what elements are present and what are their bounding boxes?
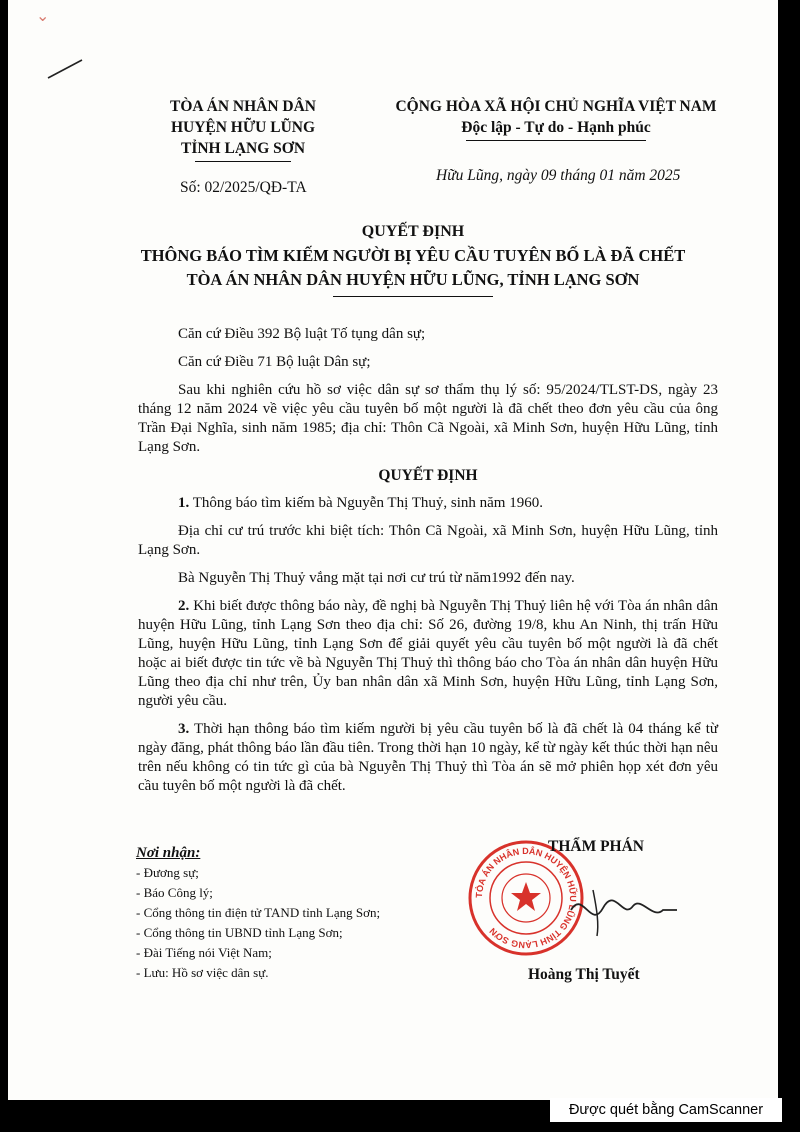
item-3-number: 3. <box>178 721 190 737</box>
recipients-block <box>136 843 380 983</box>
national-motto: Độc lập - Tự do - Hạnh phúc <box>461 119 651 136</box>
recipient-item: - Cổng thông tin điện tử TAND tỉnh Lạng Sơn; <box>136 905 381 920</box>
recipient-item: - Đài Tiếng nói Việt Nam; <box>136 945 272 960</box>
document-title <box>48 220 778 297</box>
pen-stroke-mark <box>46 58 84 80</box>
title-line-1: QUYẾT ĐỊNH <box>361 223 465 240</box>
item-1-number: 1. <box>178 495 190 511</box>
court-line-1: TÒA ÁN NHÂN DÂN <box>170 98 316 115</box>
item-1-absence: Bà Nguyễn Thị Thuỷ vắng mặt tại nơi cư trú từ năm1992 đến nay. <box>178 570 575 586</box>
recipient-item: - Lưu: Hồ sơ việc dân sự. <box>136 965 269 980</box>
svg-text:TÒA ÁN NHÂN DÂN HUYỆN HỮU LŨNG: TÒA ÁN NHÂN DÂN HUYỆN HỮU LŨNG TỈNH LẠNG SƠN <box>473 845 579 951</box>
court-header <box>128 96 358 162</box>
title-line-3: TÒA ÁN NHÂN DÂN HUYỆN HỮU LŨNG, TỈNH LẠNG SƠN <box>186 270 640 289</box>
item-2-text: Khi biết được thông báo này, đề nghị bà Nguyễn Thị Thuỷ liên hệ với Tòa án nhân dân huyện Hữu Lũng, tỉnh Lạng Sơn theo địa chỉ: Số 26, đường 19/8, khu An Ninh, thị trấn Hữu Lũng, huyện Hữu Lũng, tỉnh Lạng Sơn để giải quyết yêu cầu tuyên bố một người là đã chết hoặc ai biết được tin tức về bà Nguyễn Thị Thuỷ thì thông báo cho Tòa án nhân dân huyện Hữu Lũng theo địa chỉ như trên, Ủy ban nhân dân xã Minh Sơn, huyện Hữu Lũng, tỉnh Lạng Sơn, người yêu cầu. <box>138 598 719 709</box>
recipient-item: - Báo Công lý; <box>136 885 213 900</box>
item-1-address: Địa chỉ cư trú trước khi biệt tích: Thôn Cã Ngoài, xã Minh Sơn, huyện Hữu Lũng, tỉnh Lạng Sơn. <box>138 523 718 558</box>
legal-basis-1: Căn cứ Điều 392 Bộ luật Tố tụng dân sự; <box>178 326 426 342</box>
recipient-item: - Cổng thông tin UBND tỉnh Lạng Sơn; <box>136 925 343 940</box>
national-title: CỘNG HÒA XÃ HỘI CHỦ NGHĨA VIỆT NAM <box>395 98 717 115</box>
preamble: Sau khi nghiên cứu hồ sơ việc dân sự sơ thẩm thụ lý số: 95/2024/TLST-DS, ngày 23 tháng 12 năm 2024 về việc yêu cầu tuyên bố một người là đã chết theo đơn yêu cầu của ông Trần Đại Nghĩa, sinh năm 1985; địa chỉ: Thôn Cã Ngoài, xã Minh Sơn, huyện Hữu Lũng, tỉnh Lạng Sơn. <box>138 382 718 455</box>
court-line-3: TỈNH LẠNG SƠN <box>180 140 306 157</box>
item-2-number: 2. <box>178 598 190 614</box>
judge-signature <box>563 880 683 940</box>
motto-underline <box>466 140 646 141</box>
document-page <box>8 0 778 1100</box>
item-3-text: Thời hạn thông báo tìm kiếm người bị yêu cầu tuyên bố là đã chết là 04 tháng kể từ ngày đăng, phát thông báo lần đầu tiên. Trong thời hạn 10 ngày, kể từ ngày kết thúc thời hạn nêu trên nếu không có tin tức gì của bà Nguyễn Thị Thuỷ thì Tòa án sẽ mở phiên họp xét đơn yêu cầu tuyên bố một người là đã chết. <box>138 721 719 794</box>
national-header <box>356 96 756 141</box>
legal-basis-2: Căn cứ Điều 71 Bộ luật Dân sự; <box>178 354 371 370</box>
recipients-title: Nơi nhận: <box>136 845 201 861</box>
item-1 <box>138 494 718 513</box>
recipient-item: - Đương sự; <box>136 865 199 880</box>
camscanner-watermark: Được quét bằng CamScanner <box>550 1098 782 1122</box>
document-body <box>138 325 718 805</box>
title-underline <box>333 296 493 297</box>
date-line: Hữu Lũng, ngày 09 tháng 01 năm 2025 <box>436 167 681 184</box>
judge-title: THẨM PHÁN <box>548 838 645 855</box>
corner-mark: ⌄ <box>36 8 50 25</box>
decision-heading: QUYẾT ĐỊNH <box>378 467 478 484</box>
document-number: Số: 02/2025/QĐ-TA <box>180 179 307 196</box>
item-3 <box>138 720 718 796</box>
item-1-text: Thông báo tìm kiếm bà Nguyễn Thị Thuỷ, sinh năm 1960. <box>192 495 543 511</box>
judge-name: Hoàng Thị Tuyết <box>528 966 640 983</box>
item-2 <box>138 597 718 711</box>
title-line-2: THÔNG BÁO TÌM KIẾM NGƯỜI BỊ YÊU CẦU TUYÊN BỐ LÀ ĐÃ CHẾT <box>140 246 686 265</box>
court-header-underline <box>195 161 291 162</box>
court-line-2: HUYỆN HỮU LŨNG <box>170 119 316 136</box>
